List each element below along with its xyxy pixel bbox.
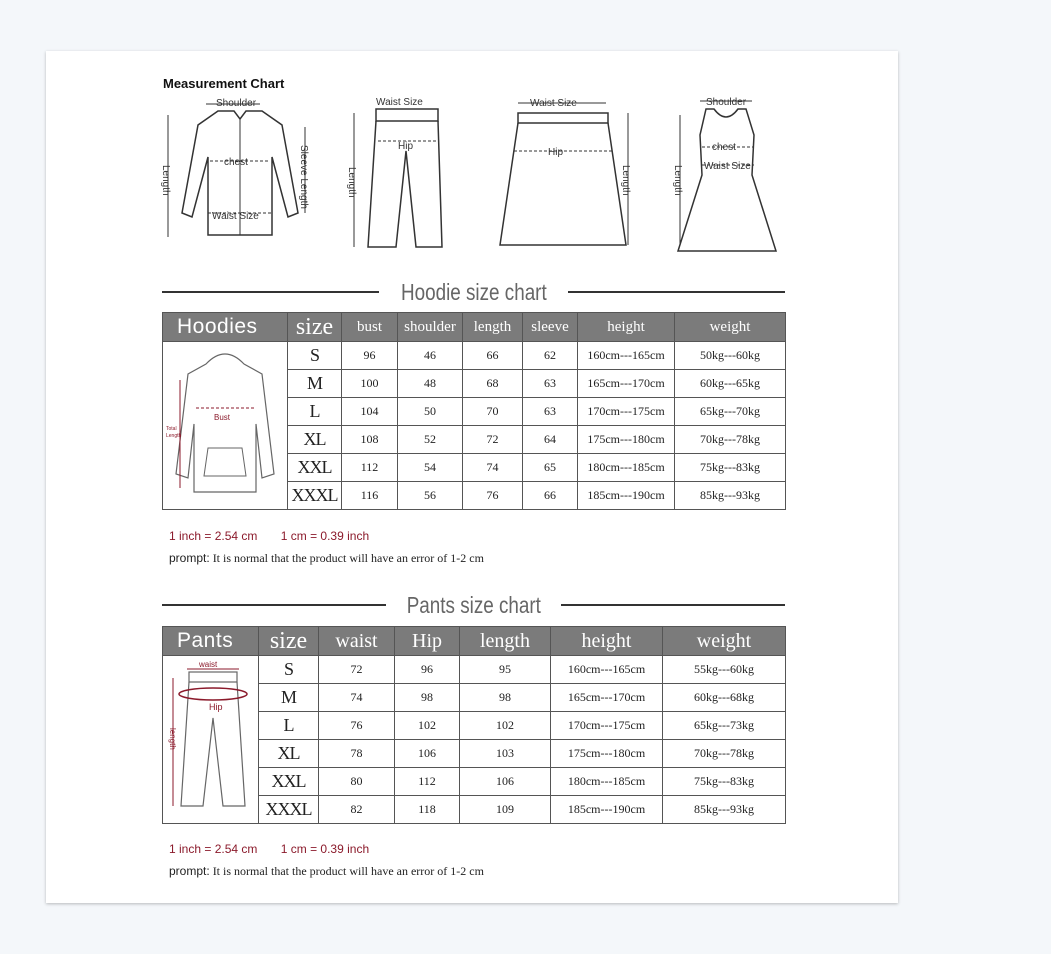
sleeve-cell: 62 bbox=[523, 342, 578, 370]
waist-cell: 78 bbox=[319, 740, 395, 768]
length-cell: 66 bbox=[463, 342, 523, 370]
hip-cell: 112 bbox=[395, 768, 460, 796]
prompt-text: It is normal that the product will have an error of 1-2 cm bbox=[212, 864, 484, 878]
dress-length-label: Length bbox=[672, 165, 683, 196]
prompt-label: prompt: bbox=[169, 551, 210, 565]
length-cell: 109 bbox=[460, 796, 551, 824]
cm-conversion: 1 cm = 0.39 inch bbox=[280, 529, 370, 543]
waist-cell: 80 bbox=[319, 768, 395, 796]
trousers-hip-label: Hip bbox=[398, 141, 414, 152]
hoodie-header-weight: weight bbox=[675, 313, 786, 342]
length-cell: 102 bbox=[460, 712, 551, 740]
pants-header-waist: waist bbox=[319, 627, 395, 656]
title-rule bbox=[568, 291, 785, 293]
size-cell: L bbox=[259, 712, 319, 740]
shoulder-cell: 50 bbox=[398, 398, 463, 426]
sleeve-cell: 64 bbox=[523, 426, 578, 454]
length-cell: 106 bbox=[460, 768, 551, 796]
height-cell: 175cm---180cm bbox=[551, 740, 663, 768]
skirt-hip-label: Hip bbox=[548, 147, 564, 158]
sleeve-cell: 66 bbox=[523, 482, 578, 510]
shoulder-cell: 46 bbox=[398, 342, 463, 370]
height-cell: 185cm---190cm bbox=[551, 796, 663, 824]
pants-size-table bbox=[162, 626, 786, 824]
length-cell: 95 bbox=[460, 656, 551, 684]
dress-chest-label: chest bbox=[712, 142, 736, 153]
shoulder-cell: 54 bbox=[398, 454, 463, 482]
weight-cell: 70kg---78kg bbox=[675, 426, 786, 454]
bust-cell: 108 bbox=[342, 426, 398, 454]
waist-cell: 82 bbox=[319, 796, 395, 824]
hoodie-bust-label: Bust bbox=[214, 412, 231, 422]
shirt-chest-label: chest bbox=[224, 157, 248, 168]
hoodie-title-text: Hoodie size chart bbox=[400, 278, 547, 305]
pants-hip-label: Hip bbox=[208, 701, 223, 712]
hoodie-header-row bbox=[163, 313, 786, 342]
hoodie-header-bust: bust bbox=[342, 313, 398, 342]
shoulder-cell: 52 bbox=[398, 426, 463, 454]
inch-conversion: 1 inch = 2.54 cm bbox=[169, 529, 258, 543]
hoodie-diagram bbox=[163, 342, 288, 510]
pants-conversion-note bbox=[169, 842, 389, 856]
hoodie-header-size: size bbox=[288, 313, 342, 342]
hoodie-total-label: Total bbox=[166, 425, 177, 432]
pants-length-label: length bbox=[167, 727, 177, 750]
dress-shoulder-label: Shoulder bbox=[706, 97, 747, 108]
measurement-chart-title: Measurement Chart bbox=[163, 76, 285, 91]
waist-cell: 76 bbox=[319, 712, 395, 740]
hip-cell: 98 bbox=[395, 684, 460, 712]
hoodie-header-height: height bbox=[578, 313, 675, 342]
waist-cell: 74 bbox=[319, 684, 395, 712]
size-cell: S bbox=[288, 342, 342, 370]
shirt-sleeve-label: Sleeve Length bbox=[298, 145, 309, 209]
height-cell: 160cm---165cm bbox=[578, 342, 675, 370]
hip-cell: 106 bbox=[395, 740, 460, 768]
size-cell: S bbox=[259, 656, 319, 684]
title-rule bbox=[162, 604, 386, 606]
skirt-sketch bbox=[494, 95, 639, 255]
table-row bbox=[163, 656, 786, 684]
shirt-shoulder-label: Shoulder bbox=[216, 98, 257, 109]
weight-cell: 75kg---83kg bbox=[663, 768, 786, 796]
height-cell: 160cm---165cm bbox=[551, 656, 663, 684]
shoulder-cell: 56 bbox=[398, 482, 463, 510]
skirt-waist-label: Waist Size bbox=[530, 98, 577, 109]
length-cell: 103 bbox=[460, 740, 551, 768]
waist-cell: 72 bbox=[319, 656, 395, 684]
weight-cell: 85kg---93kg bbox=[663, 796, 786, 824]
weight-cell: 60kg---68kg bbox=[663, 684, 786, 712]
pants-category-label: Pants bbox=[163, 627, 259, 656]
pants-header-hip: Hip bbox=[395, 627, 460, 656]
size-cell: XXL bbox=[288, 454, 342, 482]
trousers-length-label: Length bbox=[346, 167, 357, 198]
length-cell: 76 bbox=[463, 482, 523, 510]
size-chart-sheet bbox=[46, 51, 898, 903]
length-cell: 68 bbox=[463, 370, 523, 398]
trousers-waist-label: Waist Size bbox=[376, 97, 423, 108]
shirt-sketch bbox=[160, 95, 320, 250]
pants-header-length: length bbox=[460, 627, 551, 656]
hoodie-prompt-note bbox=[169, 551, 484, 566]
hip-cell: 96 bbox=[395, 656, 460, 684]
title-rule bbox=[162, 291, 379, 293]
hoodie-header-length: length bbox=[463, 313, 523, 342]
cm-conversion: 1 cm = 0.39 inch bbox=[280, 842, 370, 856]
size-cell: XXXL bbox=[288, 482, 342, 510]
pants-header-height: height bbox=[551, 627, 663, 656]
height-cell: 175cm---180cm bbox=[578, 426, 675, 454]
sleeve-cell: 63 bbox=[523, 370, 578, 398]
prompt-label: prompt: bbox=[169, 864, 210, 878]
pants-header-size: size bbox=[259, 627, 319, 656]
hip-cell: 118 bbox=[395, 796, 460, 824]
weight-cell: 70kg---78kg bbox=[663, 740, 786, 768]
bust-cell: 96 bbox=[342, 342, 398, 370]
hoodie-category-label: Hoodies bbox=[163, 313, 288, 342]
inch-conversion: 1 inch = 2.54 cm bbox=[169, 842, 258, 856]
pants-prompt-note bbox=[169, 864, 484, 879]
hoodie-header-sleeve: sleeve bbox=[523, 313, 578, 342]
hoodie-conversion-note bbox=[169, 529, 389, 543]
sleeve-cell: 65 bbox=[523, 454, 578, 482]
dress-sketch bbox=[666, 95, 791, 255]
size-cell: L bbox=[288, 398, 342, 426]
prompt-text: It is normal that the product will have an error of 1-2 cm bbox=[212, 551, 484, 565]
hip-cell: 102 bbox=[395, 712, 460, 740]
dress-waist-label: Waist Size bbox=[704, 161, 751, 172]
sleeve-cell: 63 bbox=[523, 398, 578, 426]
height-cell: 165cm---170cm bbox=[551, 684, 663, 712]
shirt-waist-label: Waist Size bbox=[212, 211, 259, 222]
weight-cell: 65kg---70kg bbox=[675, 398, 786, 426]
length-cell: 98 bbox=[460, 684, 551, 712]
pants-section-title bbox=[162, 592, 785, 618]
bust-cell: 116 bbox=[342, 482, 398, 510]
size-cell: XXXL bbox=[259, 796, 319, 824]
size-cell: XL bbox=[288, 426, 342, 454]
shoulder-cell: 48 bbox=[398, 370, 463, 398]
bust-cell: 112 bbox=[342, 454, 398, 482]
height-cell: 170cm---175cm bbox=[551, 712, 663, 740]
bust-cell: 100 bbox=[342, 370, 398, 398]
table-row bbox=[163, 342, 786, 370]
weight-cell: 85kg---93kg bbox=[675, 482, 786, 510]
size-cell: M bbox=[288, 370, 342, 398]
weight-cell: 75kg---83kg bbox=[675, 454, 786, 482]
pants-title-text: Pants size chart bbox=[406, 591, 541, 618]
hoodie-header-shoulder: shoulder bbox=[398, 313, 463, 342]
length-cell: 70 bbox=[463, 398, 523, 426]
weight-cell: 55kg---60kg bbox=[663, 656, 786, 684]
pants-header-row bbox=[163, 627, 786, 656]
size-cell: M bbox=[259, 684, 319, 712]
pants-header-weight: weight bbox=[663, 627, 786, 656]
weight-cell: 65kg---73kg bbox=[663, 712, 786, 740]
pants-waist-label: waist bbox=[198, 659, 217, 669]
shirt-length-label: Length bbox=[160, 165, 171, 196]
length-cell: 72 bbox=[463, 426, 523, 454]
pants-diagram bbox=[163, 656, 259, 824]
weight-cell: 60kg---65kg bbox=[675, 370, 786, 398]
skirt-length-label: Length bbox=[620, 165, 631, 196]
height-cell: 180cm---185cm bbox=[551, 768, 663, 796]
hoodie-size-table bbox=[162, 312, 786, 510]
height-cell: 165cm---170cm bbox=[578, 370, 675, 398]
hoodie-section-title bbox=[162, 279, 785, 305]
weight-cell: 50kg---60kg bbox=[675, 342, 786, 370]
size-cell: XXL bbox=[259, 768, 319, 796]
hoodie-length-label: Length bbox=[166, 432, 182, 439]
bust-cell: 104 bbox=[342, 398, 398, 426]
size-cell: XL bbox=[259, 740, 319, 768]
height-cell: 170cm---175cm bbox=[578, 398, 675, 426]
height-cell: 180cm---185cm bbox=[578, 454, 675, 482]
trousers-sketch bbox=[344, 95, 444, 255]
title-rule bbox=[561, 604, 785, 606]
length-cell: 74 bbox=[463, 454, 523, 482]
height-cell: 185cm---190cm bbox=[578, 482, 675, 510]
